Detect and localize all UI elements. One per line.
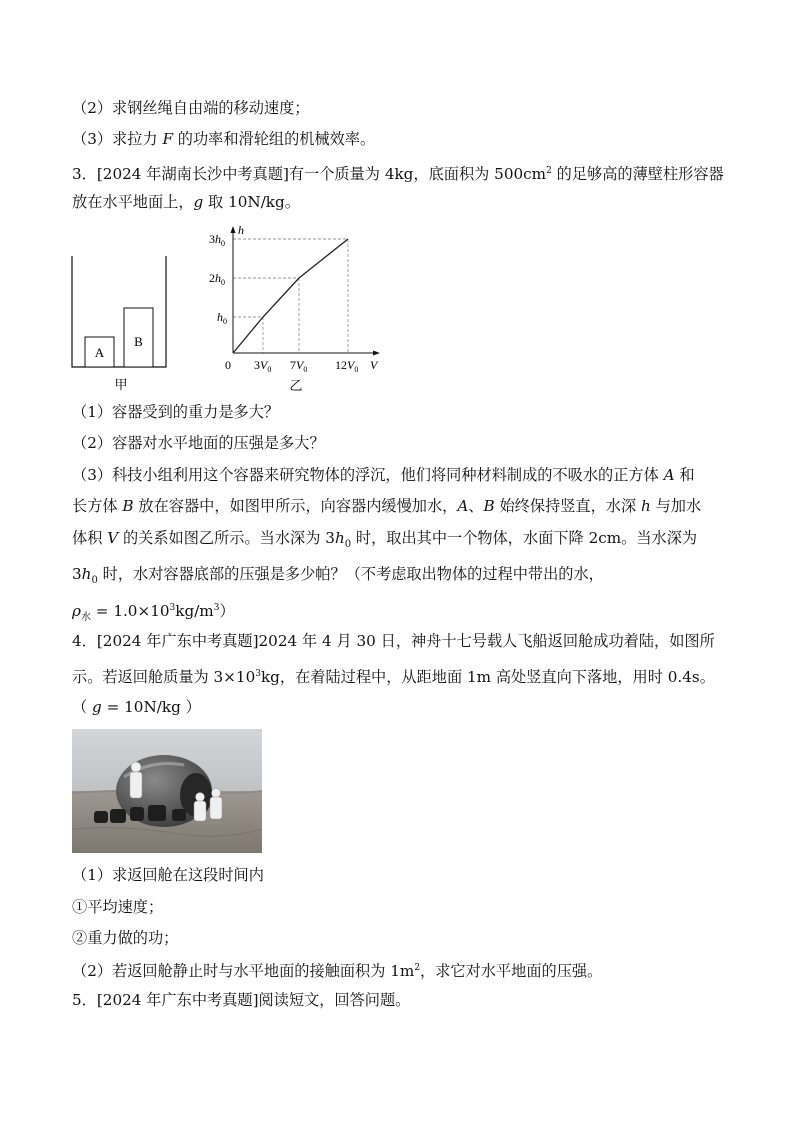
- q5-stem: 5．[2024 年广东中考真题]阅读短文，回答问题。: [72, 991, 411, 1009]
- origin-label: 0: [225, 358, 231, 372]
- y-tick-2h0: $2h_0$: [209, 271, 225, 287]
- return-capsule-photo: [72, 729, 262, 853]
- q4-part2: （2）若返回舱静止时与水平地面的接触面积为 $1m^2$，求它对水平地面的压强。: [72, 962, 603, 981]
- h-v-curve: [233, 239, 348, 353]
- q3-part3-line2: 长方体 B 放在容器中，如图甲所示，向容器内缓慢加水，A、B 始终保持竖直，水深 h 与加水: [72, 497, 702, 515]
- block-b-label: B: [134, 334, 143, 349]
- y-tick-h0: $h_0$: [217, 310, 227, 326]
- x-axis-arrow: [373, 351, 380, 356]
- x-tick-3v0: $3V_0$: [254, 358, 272, 374]
- q3-part3-line3: 体积 V 的关系如图乙所示。当水深为 $3h_0$ 时，取出其中一个物体，水面下降 2cm。当水深为: [72, 529, 698, 551]
- q2-sub3: （3）求拉力 F 的功率和滑轮组的机械效率。: [72, 130, 376, 148]
- q4-stem-line3: （ g = 10N/kg ）: [72, 698, 201, 716]
- x-tick-7v0: $7V_0$: [290, 358, 308, 374]
- q4-stem-line1: 4．[2024 年广东中考真题]2024 年 4 月 30 日，神舟十七号载人飞船返回舱成功着陆，如图所: [72, 632, 715, 650]
- q3-part3-line4: $3h_0$ 时，水对容器底部的压强是多少帕？（不考虑取出物体的过程中带出的水，: [72, 565, 604, 587]
- q4-part1: （1）求返回舱在这段时间内: [72, 866, 264, 884]
- q3-part3-line1: （3）科技小组利用这个容器来研究物体的浮沉，他们将同种材料制成的不吸水的正方体 A 和: [72, 466, 695, 484]
- q4-part1-ii: ②重力做的功；: [72, 929, 179, 947]
- figure-h-v-graph: [196, 224, 396, 396]
- q4-stem-line2: 示。若返回舱质量为 $3\times 10^3kg$，在着陆过程中，从距地面 1m 高处竖直向下落地，用时 0.4s。: [72, 668, 715, 687]
- q4-part1-i: ①平均速度；: [72, 898, 164, 916]
- y-tick-3h0: $3h_0$: [209, 232, 225, 248]
- q3-part1: （1）容器受到的重力是多大？: [72, 403, 280, 421]
- x-tick-12v0: $12V_0$: [335, 358, 359, 374]
- y-axis-label: h: [238, 224, 244, 237]
- q2-sub2: （2）求钢丝绳自由端的移动速度；: [72, 99, 310, 117]
- y-axis-arrow: [231, 226, 236, 233]
- q3-stem-line1: 3．[2024 年湖南长沙中考真题]有一个质量为 4kg，底面积为 $500cm^2$ 的足够高的薄壁柱形容器: [72, 165, 724, 184]
- figure-container-diagram: [68, 248, 172, 393]
- block-a-label: A: [94, 345, 105, 360]
- q3-density-formula: $\rho_水 = 1.0\times 10^3kg/m^3$）: [72, 602, 235, 624]
- x-axis-label: V: [370, 358, 378, 372]
- q3-part2: （2）容器对水平地面的压强是多大？: [72, 434, 325, 452]
- figure-yi-caption: 乙: [289, 378, 303, 393]
- q3-stem-line2: 放在水平地面上，g 取 10N/kg。: [72, 193, 300, 211]
- figure-jia-caption: 甲: [114, 377, 128, 392]
